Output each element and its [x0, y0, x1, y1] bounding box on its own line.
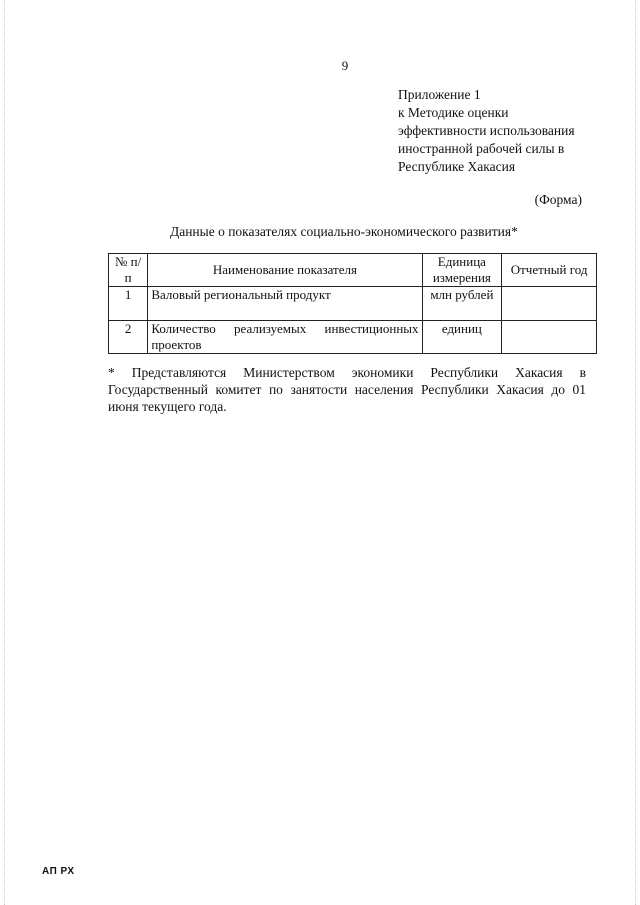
footnote-word: Министерством: [243, 365, 335, 380]
row-reporting-year: [502, 321, 597, 354]
appendix-line: к Методике оценки: [398, 105, 509, 120]
appendix-header: [398, 86, 575, 176]
footnote-first-line: [108, 364, 586, 381]
row-number: 2: [109, 321, 148, 354]
row-indicator-name: Количество реализуемых инвестиционных проектов: [148, 321, 422, 354]
scan-edge-right: [633, 0, 636, 905]
archive-stamp: АП РХ: [42, 866, 75, 877]
row-reporting-year: [502, 287, 597, 321]
appendix-line: эффективности использования: [398, 123, 575, 138]
page-number: 9: [341, 58, 349, 73]
table-row: [109, 287, 597, 321]
form-label: (Форма): [534, 192, 582, 207]
table-row: [109, 321, 597, 354]
header-indicator-name: Наименование показателя: [148, 254, 422, 287]
indicators-table: [108, 253, 597, 354]
header-number: № п/п: [109, 254, 148, 287]
header-unit: Единица измерения: [422, 254, 502, 287]
appendix-line: иностранной рабочей силы в: [398, 141, 565, 156]
footnote-word: экономики: [351, 365, 414, 380]
footnote-word: в: [579, 365, 586, 380]
footnote-word: Представляются: [131, 365, 227, 380]
row-unit: млн рублей: [422, 287, 502, 321]
footnote-word: *: [108, 365, 115, 380]
footnote-word: Республики: [430, 365, 499, 380]
footnote: [108, 364, 586, 415]
document-title: Данные о показателях социально-экономического развития*: [170, 224, 518, 239]
appendix-line: Приложение 1: [398, 87, 481, 102]
row-indicator-name: Валовый региональный продукт: [148, 287, 422, 321]
scan-edge-left: [4, 0, 7, 905]
appendix-line: Республике Хакасия: [398, 159, 516, 174]
table-header-row: [109, 254, 597, 287]
footnote-text: Государственный комитет по занятости населения Республики Хакасия до 01 июня текущего года.: [108, 382, 586, 414]
row-number: 1: [109, 287, 148, 321]
footnote-word: Хакасия: [515, 365, 563, 380]
header-reporting-year: Отчетный год: [502, 254, 597, 287]
row-unit: единиц: [422, 321, 502, 354]
